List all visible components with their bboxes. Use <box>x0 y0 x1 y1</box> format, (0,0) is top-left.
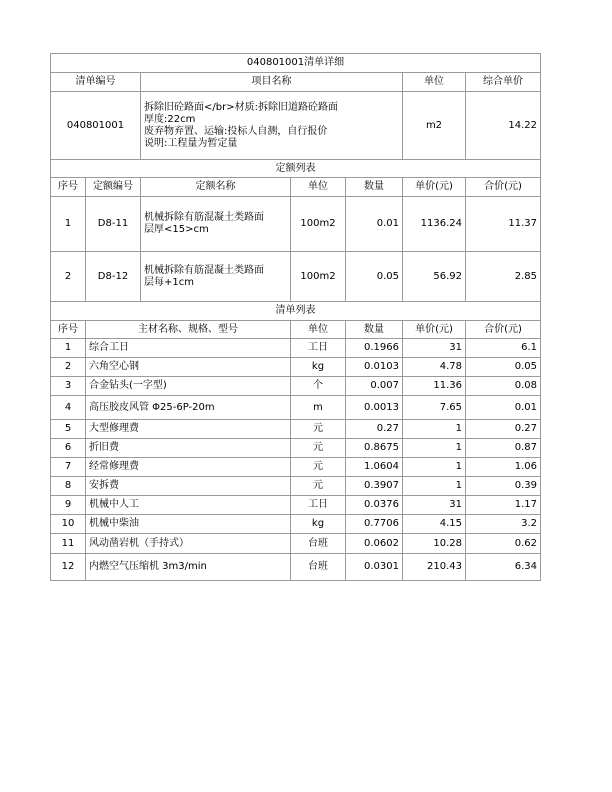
material-row <box>51 358 541 377</box>
material-name: 折旧费 <box>86 439 291 458</box>
material-row <box>51 458 541 477</box>
quota-name-line: 机械拆除有筋混凝土类路面 <box>144 212 264 223</box>
material-name: 机械中人工 <box>86 496 291 515</box>
quota-row <box>51 252 541 302</box>
material-unit: 元 <box>291 458 346 477</box>
material-unit-header: 单位 <box>291 321 346 339</box>
material-total: 0.87 <box>466 439 541 458</box>
quota-qty-header: 数量 <box>346 178 403 197</box>
material-row <box>51 515 541 534</box>
material-row <box>51 339 541 358</box>
material-section-title: 清单列表 <box>51 302 541 321</box>
material-price: 1 <box>403 439 466 458</box>
material-price: 1 <box>403 420 466 439</box>
material-qty-header: 数量 <box>346 321 403 339</box>
material-unit: m <box>291 396 346 420</box>
material-total: 1.06 <box>466 458 541 477</box>
quota-name <box>141 197 291 252</box>
quota-code: D8-11 <box>86 197 141 252</box>
material-qty: 0.0376 <box>346 496 403 515</box>
material-unit: 元 <box>291 420 346 439</box>
material-name: 综合工日 <box>86 339 291 358</box>
material-name: 经常修理费 <box>86 458 291 477</box>
bill-desc-line: 废弃物弃置、运输:投标人自测，自行报价 <box>144 125 328 137</box>
material-qty: 0.7706 <box>346 515 403 534</box>
material-name: 风动凿岩机（手持式） <box>86 534 291 554</box>
bill-description <box>141 92 403 160</box>
material-total: 3.2 <box>466 515 541 534</box>
quota-price-header: 单价(元) <box>403 178 466 197</box>
title-row <box>51 54 541 73</box>
material-total: 6.1 <box>466 339 541 358</box>
material-price: 210.43 <box>403 554 466 581</box>
material-no: 7 <box>51 458 86 477</box>
quota-name-line: 层厚<15>cm <box>144 224 209 235</box>
material-total: 6.34 <box>466 554 541 581</box>
material-qty: 0.27 <box>346 420 403 439</box>
material-qty: 0.1966 <box>346 339 403 358</box>
quota-no: 2 <box>51 252 86 302</box>
bill-desc-line: 说明:工程量为暂定量 <box>144 137 238 149</box>
material-unit: 元 <box>291 439 346 458</box>
material-no: 11 <box>51 534 86 554</box>
quota-no: 1 <box>51 197 86 252</box>
bill-unit-header: 单位 <box>403 73 466 92</box>
material-price: 7.65 <box>403 396 466 420</box>
bill-code: 040801001 <box>51 92 141 160</box>
quota-code-header: 定额编号 <box>86 178 141 197</box>
material-unit: 个 <box>291 377 346 396</box>
quota-total: 2.85 <box>466 252 541 302</box>
material-unit: 元 <box>291 477 346 496</box>
bill-desc-line: 拆除旧砼路面</br>材质:拆除旧道路砼路面 <box>144 101 338 113</box>
material-total: 0.05 <box>466 358 541 377</box>
material-row <box>51 477 541 496</box>
quota-total-header: 合价(元) <box>466 178 541 197</box>
quota-name-header: 定额名称 <box>141 178 291 197</box>
quota-no-header: 序号 <box>51 178 86 197</box>
bill-desc-line: 厚度:22cm <box>144 113 196 125</box>
material-row <box>51 534 541 554</box>
material-row <box>51 554 541 581</box>
quota-unit-header: 单位 <box>291 178 346 197</box>
material-total: 1.17 <box>466 496 541 515</box>
bill-detail-table <box>50 53 541 581</box>
quota-row <box>51 197 541 252</box>
material-row <box>51 420 541 439</box>
material-price: 11.36 <box>403 377 466 396</box>
material-row <box>51 496 541 515</box>
material-no: 4 <box>51 396 86 420</box>
bill-name-header: 项目名称 <box>141 73 403 92</box>
quota-total: 11.37 <box>466 197 541 252</box>
quota-section-row <box>51 160 541 178</box>
material-total: 0.39 <box>466 477 541 496</box>
material-name: 大型修理费 <box>86 420 291 439</box>
material-qty: 0.0013 <box>346 396 403 420</box>
material-unit: 工日 <box>291 496 346 515</box>
quota-section-title: 定额列表 <box>51 160 541 178</box>
quota-unit: 100m2 <box>291 252 346 302</box>
material-total: 0.62 <box>466 534 541 554</box>
material-total: 0.01 <box>466 396 541 420</box>
material-qty: 0.0103 <box>346 358 403 377</box>
quota-name <box>141 252 291 302</box>
material-name: 合金钻头(一字型) <box>86 377 291 396</box>
material-no: 5 <box>51 420 86 439</box>
material-price-header: 单价(元) <box>403 321 466 339</box>
material-total: 0.27 <box>466 420 541 439</box>
quota-name-line: 层每+1cm <box>144 276 194 288</box>
material-no: 1 <box>51 339 86 358</box>
bill-header-row <box>51 73 541 92</box>
material-no: 12 <box>51 554 86 581</box>
material-name: 内燃空气压缩机 3m3/min <box>86 554 291 581</box>
material-no: 6 <box>51 439 86 458</box>
material-price: 1 <box>403 477 466 496</box>
bill-unit-price: 14.22 <box>466 92 541 160</box>
material-price: 4.78 <box>403 358 466 377</box>
bill-row <box>51 92 541 160</box>
page-title: 040801001清单详细 <box>51 54 541 73</box>
material-unit: 台班 <box>291 534 346 554</box>
material-total-header: 合价(元) <box>466 321 541 339</box>
material-qty: 0.8675 <box>346 439 403 458</box>
material-no: 2 <box>51 358 86 377</box>
material-qty: 1.0604 <box>346 458 403 477</box>
material-header-row <box>51 321 541 339</box>
material-section-row <box>51 302 541 321</box>
quota-qty: 0.05 <box>346 252 403 302</box>
material-name-header: 主材名称、规格、型号 <box>86 321 291 339</box>
quota-header-row <box>51 178 541 197</box>
material-no: 3 <box>51 377 86 396</box>
material-no: 8 <box>51 477 86 496</box>
material-unit: 台班 <box>291 554 346 581</box>
material-name: 机械中柴油 <box>86 515 291 534</box>
bill-code-header: 清单编号 <box>51 73 141 92</box>
material-price: 1 <box>403 458 466 477</box>
material-qty: 0.0301 <box>346 554 403 581</box>
material-qty: 0.007 <box>346 377 403 396</box>
material-price: 31 <box>403 496 466 515</box>
material-no: 10 <box>51 515 86 534</box>
quota-qty: 0.01 <box>346 197 403 252</box>
quota-price: 1136.24 <box>403 197 466 252</box>
material-total: 0.08 <box>466 377 541 396</box>
quota-unit: 100m2 <box>291 197 346 252</box>
material-name: 安拆费 <box>86 477 291 496</box>
material-unit: 工日 <box>291 339 346 358</box>
material-unit: kg <box>291 358 346 377</box>
material-price: 10.28 <box>403 534 466 554</box>
material-qty: 0.0602 <box>346 534 403 554</box>
material-unit: kg <box>291 515 346 534</box>
bill-unit: m2 <box>403 92 466 160</box>
material-name: 六角空心钢 <box>86 358 291 377</box>
bill-price-header: 综合单价 <box>466 73 541 92</box>
material-row <box>51 396 541 420</box>
material-qty: 0.3907 <box>346 477 403 496</box>
material-no-header: 序号 <box>51 321 86 339</box>
material-no: 9 <box>51 496 86 515</box>
quota-code: D8-12 <box>86 252 141 302</box>
quota-price: 56.92 <box>403 252 466 302</box>
material-row <box>51 377 541 396</box>
material-row <box>51 439 541 458</box>
quota-name-line: 机械拆除有筋混凝土类路面 <box>144 264 264 276</box>
material-price: 4.15 <box>403 515 466 534</box>
material-price: 31 <box>403 339 466 358</box>
material-name: 高压胶皮风管 Φ25-6P-20m <box>86 396 291 420</box>
